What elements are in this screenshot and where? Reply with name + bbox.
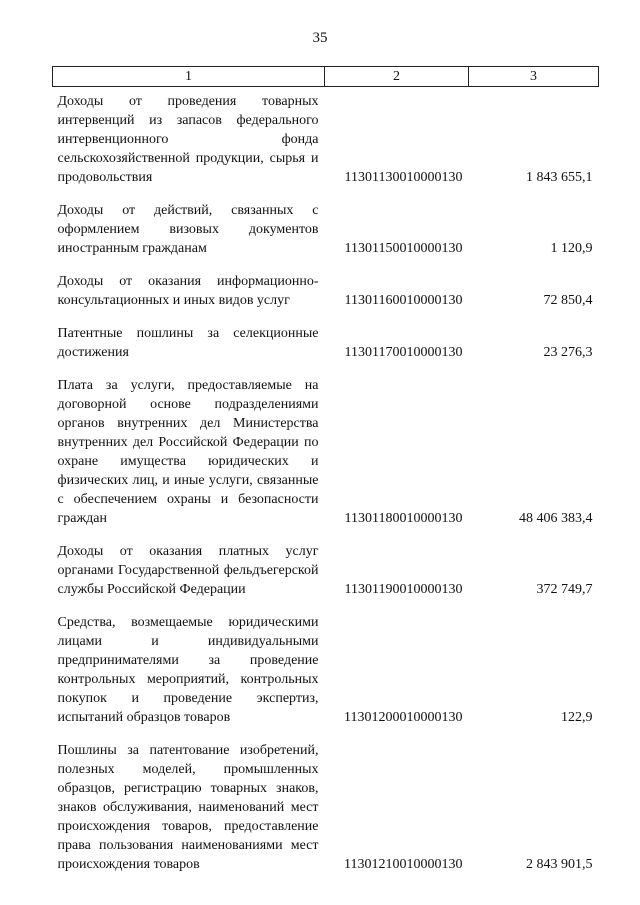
row-code: 11301130010000130 — [344, 170, 463, 185]
row-amount: 1 120,9 — [550, 241, 593, 256]
column-header-2: 2 — [325, 67, 469, 87]
table-row — [53, 736, 599, 883]
row-code: 11301210010000130 — [344, 857, 463, 872]
row-code: 11301170010000130 — [344, 345, 463, 360]
row-description: Пошлины за патентование изобретений, полезных моделей, промышленных образцов, регистрацию товарных знаков, знаков обслуживания, наименований мест происхождения товаров, предоставление права пользования наименованиями мест происхождения товаров — [57, 743, 319, 872]
row-amount: 72 850,4 — [543, 293, 593, 308]
row-amount: 23 276,3 — [543, 345, 593, 360]
table-row — [53, 319, 599, 371]
table-row — [53, 196, 599, 267]
row-code: 11301180010000130 — [344, 511, 463, 526]
page-number: 35 — [312, 30, 328, 46]
row-amount: 372 749,7 — [536, 582, 593, 597]
column-header-3: 3 — [469, 67, 599, 87]
row-amount: 2 843 901,5 — [526, 857, 593, 872]
table-row — [53, 87, 599, 197]
row-description: Патентные пошлины за селекционные достижения — [57, 326, 319, 360]
row-description: Доходы от проведения товарных интервенций из запасов федерального интервенционного фонда сельскохозяйственной продукции, сырья и продовольствия — [57, 94, 319, 185]
row-amount: 48 406 383,4 — [519, 511, 593, 526]
row-description: Средства, возмещаемые юридическими лицами и индивидуальными предпринимателями за проведение контрольных мероприятий, контрольных покупок и проведение экспертиз, испытаний образцов товаров — [57, 615, 319, 725]
row-amount: 1 843 655,1 — [526, 170, 593, 185]
table-row — [53, 608, 599, 736]
row-description: Плата за услуги, предоставляемые на договорной основе подразделениями органов внутренних дел Министерства внутренних дел Российской Федерации по охране имущества юридических и физических лиц, и иные услуги, связанные с обеспечением охраны и безопасности граждан — [57, 378, 319, 526]
row-amount: 122,9 — [561, 710, 593, 725]
revenue-table — [52, 66, 599, 883]
column-number-row — [53, 67, 599, 87]
row-description: Доходы от оказания информационно-консультационных и иных видов услуг — [57, 274, 319, 308]
table-row — [53, 537, 599, 608]
row-code: 11301200010000130 — [344, 710, 463, 725]
table-row — [53, 267, 599, 319]
row-description: Доходы от действий, связанных с оформлением визовых документов иностранным гражданам — [57, 203, 319, 256]
column-header-1: 1 — [53, 67, 325, 87]
row-description: Доходы от оказания платных услуг органами Государственной фельдъегерской службы Российской Федерации — [57, 544, 319, 597]
row-code: 11301160010000130 — [344, 293, 463, 308]
row-code: 11301150010000130 — [344, 241, 463, 256]
table-row — [53, 371, 599, 537]
row-code: 11301190010000130 — [344, 582, 463, 597]
